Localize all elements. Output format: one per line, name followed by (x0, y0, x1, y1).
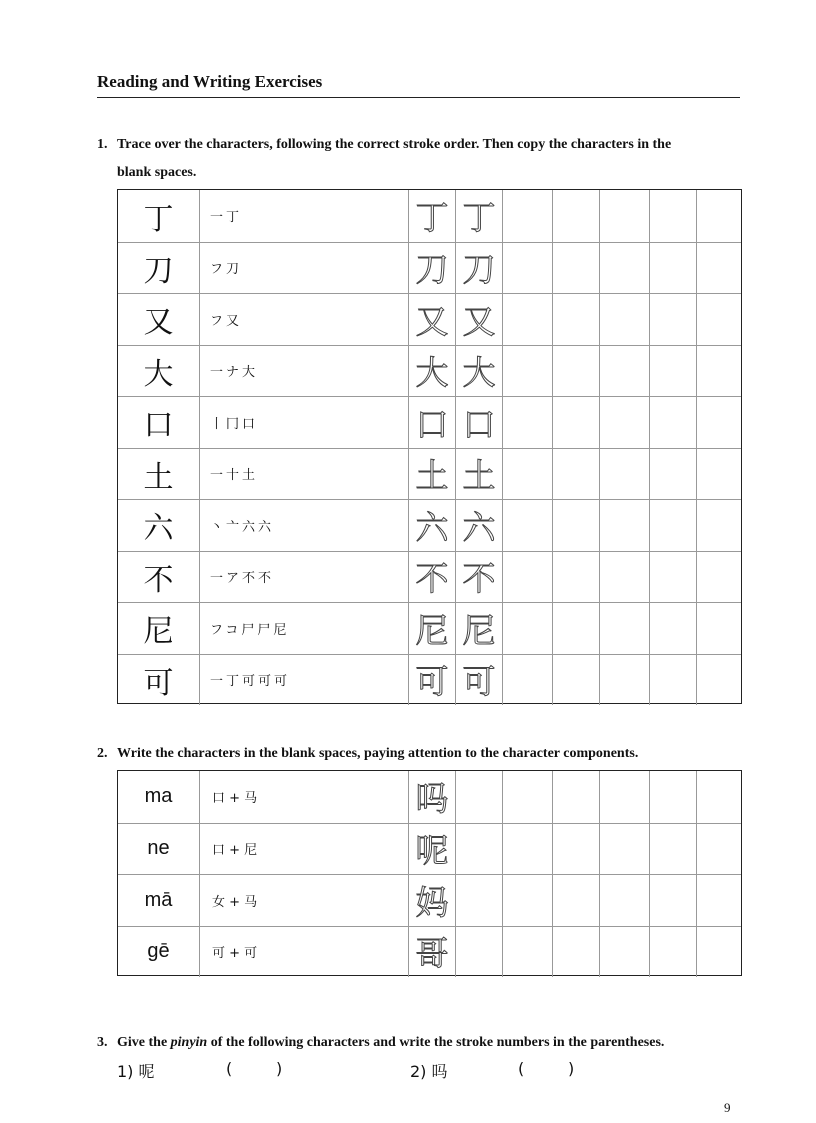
exercise-3-item-1-paren-open: ( (226, 1059, 233, 1078)
blank-writing-cell[interactable] (696, 449, 742, 500)
page-title: Reading and Writing Exercises (97, 72, 323, 91)
stroke-order-cell: 一ア不不 (199, 552, 408, 603)
exercise-2-instructions (97, 740, 638, 768)
blank-writing-cell[interactable] (552, 771, 599, 823)
blank-writing-cell[interactable] (552, 449, 599, 500)
table-row (118, 499, 741, 551)
blank-writing-cell[interactable] (599, 397, 649, 448)
table-row (118, 345, 741, 397)
components-cell: 可 + 可 (199, 927, 408, 978)
blank-writing-cell[interactable] (599, 500, 649, 551)
blank-writing-cell[interactable] (649, 655, 696, 706)
blank-writing-cell[interactable] (599, 449, 649, 500)
stroke-order-cell: フコ尸尸尼 (199, 603, 408, 654)
trace-cell[interactable]: 不 (408, 552, 455, 603)
blank-writing-cell[interactable] (502, 243, 552, 294)
blank-writing-cell[interactable] (552, 243, 599, 294)
stroke-order-cell: フ刀 (199, 243, 408, 294)
character-cell: 六 (143, 511, 174, 547)
stroke-order-cell: 一丁可可可 (199, 655, 408, 706)
blank-writing-cell[interactable] (599, 190, 649, 242)
exercise-3-text-after: of the following characters and write the stroke numbers in the parentheses. (207, 1035, 665, 1050)
blank-writing-cell[interactable] (696, 875, 742, 926)
stroke-order-cell: 丶亠六六 (199, 500, 408, 551)
blank-writing-cell[interactable] (649, 243, 696, 294)
trace-cell[interactable]: 土 (455, 449, 502, 500)
trace-cell[interactable]: 丁 (455, 190, 502, 242)
table-row (118, 396, 741, 448)
blank-writing-cell[interactable] (502, 927, 552, 978)
character-cell: 又 (143, 305, 174, 341)
table-row (118, 242, 741, 294)
blank-writing-cell[interactable] (599, 346, 649, 397)
trace-cell[interactable]: 六 (455, 500, 502, 551)
header-rule (97, 97, 740, 98)
blank-writing-cell[interactable] (552, 500, 599, 551)
trace-cell[interactable]: 尼 (455, 603, 502, 654)
character-cell: 刀 (143, 253, 174, 289)
blank-writing-cell[interactable] (502, 190, 552, 242)
blank-writing-cell[interactable] (599, 771, 649, 823)
trace-cell[interactable]: 呢 (408, 824, 455, 875)
blank-writing-cell[interactable] (502, 603, 552, 654)
blank-writing-cell[interactable] (696, 500, 742, 551)
exercise-3-item-2-paren-close: ) (568, 1059, 575, 1078)
blank-writing-cell[interactable] (502, 824, 552, 875)
character-cell: 不 (143, 562, 174, 598)
exercise-3-instructions (97, 1029, 664, 1057)
trace-cell[interactable]: 六 (408, 500, 455, 551)
trace-cell[interactable]: 刀 (408, 243, 455, 294)
trace-cell[interactable]: 丁 (408, 190, 455, 242)
trace-cell[interactable]: 可 (455, 655, 502, 706)
exercise-1-number: 1. (97, 137, 108, 152)
exercise-3-text-italic: pinyin (170, 1035, 208, 1050)
stroke-order-cell: 丨冂口 (199, 397, 408, 448)
blank-writing-cell[interactable] (696, 771, 742, 823)
blank-writing-cell[interactable] (455, 771, 502, 823)
exercise-3-item-2: 2) 吗 (410, 1062, 448, 1081)
character-cell: 大 (143, 356, 174, 392)
page-number: 9 (724, 1100, 731, 1115)
table-row (118, 654, 741, 706)
blank-writing-cell[interactable] (696, 655, 742, 706)
table-row (118, 874, 741, 926)
character-cell: 尼 (143, 614, 174, 650)
blank-writing-cell[interactable] (649, 397, 696, 448)
blank-writing-cell[interactable] (696, 552, 742, 603)
blank-writing-cell[interactable] (599, 927, 649, 978)
blank-writing-cell[interactable] (649, 603, 696, 654)
blank-writing-cell[interactable] (552, 346, 599, 397)
exercise-2-text: Write the characters in the blank spaces, paying attention to the character components. (117, 746, 639, 761)
blank-writing-cell[interactable] (502, 655, 552, 706)
pinyin-cell: ma (144, 785, 173, 808)
exercise-1-text-line1: Trace over the characters, following the correct stroke order. Then copy the characters in the (117, 137, 672, 152)
blank-writing-cell[interactable] (696, 824, 742, 875)
exercise-1-instructions (97, 131, 757, 187)
stroke-order-cell: 一丁 (199, 190, 408, 242)
components-cell: 口 + 马 (199, 771, 408, 823)
blank-writing-cell[interactable] (649, 927, 696, 978)
trace-cell[interactable]: 不 (455, 552, 502, 603)
table-row (118, 823, 741, 875)
exercise-3-item-1-paren-close: ) (276, 1059, 283, 1078)
blank-writing-cell[interactable] (552, 603, 599, 654)
blank-writing-cell[interactable] (599, 603, 649, 654)
table-row (118, 448, 741, 500)
trace-cell[interactable]: 刀 (455, 243, 502, 294)
blank-writing-cell[interactable] (552, 294, 599, 345)
blank-writing-cell[interactable] (696, 927, 742, 978)
trace-cell[interactable]: 又 (408, 294, 455, 345)
blank-writing-cell[interactable] (552, 824, 599, 875)
blank-writing-cell[interactable] (649, 449, 696, 500)
table-row (118, 926, 741, 978)
exercise-2-number: 2. (97, 746, 108, 761)
blank-writing-cell[interactable] (696, 294, 742, 345)
blank-writing-cell[interactable] (502, 771, 552, 823)
trace-cell[interactable]: 大 (455, 346, 502, 397)
trace-cell[interactable]: 尼 (408, 603, 455, 654)
character-cell: 可 (143, 665, 174, 701)
trace-cell[interactable]: 妈 (408, 875, 455, 926)
blank-writing-cell[interactable] (649, 190, 696, 242)
blank-writing-cell[interactable] (502, 449, 552, 500)
blank-writing-cell[interactable] (552, 552, 599, 603)
blank-writing-cell[interactable] (649, 346, 696, 397)
blank-writing-cell[interactable] (649, 771, 696, 823)
trace-cell[interactable]: 口 (455, 397, 502, 448)
blank-writing-cell[interactable] (552, 190, 599, 242)
blank-writing-cell[interactable] (599, 243, 649, 294)
trace-cell[interactable]: 又 (455, 294, 502, 345)
exercise-3-item-2-paren-open: ( (518, 1059, 525, 1078)
blank-writing-cell[interactable] (502, 294, 552, 345)
exercise-1-grid (117, 189, 742, 704)
trace-cell[interactable]: 可 (408, 655, 455, 706)
blank-writing-cell[interactable] (696, 346, 742, 397)
blank-writing-cell[interactable] (696, 397, 742, 448)
blank-writing-cell[interactable] (552, 875, 599, 926)
pinyin-cell: mā (144, 888, 173, 911)
character-cell: 口 (143, 408, 174, 444)
table-row (118, 293, 741, 345)
blank-writing-cell[interactable] (649, 552, 696, 603)
pinyin-cell: ne (147, 837, 170, 860)
blank-writing-cell[interactable] (502, 500, 552, 551)
trace-cell[interactable]: 大 (408, 346, 455, 397)
blank-writing-cell[interactable] (649, 875, 696, 926)
blank-writing-cell[interactable] (552, 655, 599, 706)
blank-writing-cell[interactable] (599, 655, 649, 706)
character-cell: 丁 (143, 201, 174, 237)
exercise-2-grid (117, 770, 742, 976)
exercise-3-item-1: 1) 呢 (117, 1062, 155, 1081)
blank-writing-cell[interactable] (649, 294, 696, 345)
blank-writing-cell[interactable] (599, 824, 649, 875)
table-row (118, 602, 741, 654)
blank-writing-cell[interactable] (696, 603, 742, 654)
blank-writing-cell[interactable] (649, 500, 696, 551)
character-cell: 土 (143, 459, 174, 495)
components-cell: 口 + 尼 (199, 824, 408, 875)
blank-writing-cell[interactable] (599, 294, 649, 345)
trace-cell[interactable]: 口 (408, 397, 455, 448)
table-row (118, 190, 741, 242)
stroke-order-cell: 一十土 (199, 449, 408, 500)
stroke-order-cell: 一ナ大 (199, 346, 408, 397)
blank-writing-cell[interactable] (502, 875, 552, 926)
exercise-1-text-line2: blank spaces. (117, 165, 197, 180)
components-cell: 女 + 马 (199, 875, 408, 926)
pinyin-cell: gē (147, 940, 170, 963)
blank-writing-cell[interactable] (696, 243, 742, 294)
stroke-order-cell: フ又 (199, 294, 408, 345)
blank-writing-cell[interactable] (696, 190, 742, 242)
blank-writing-cell[interactable] (552, 397, 599, 448)
blank-writing-cell[interactable] (455, 927, 502, 978)
blank-writing-cell[interactable] (455, 824, 502, 875)
blank-writing-cell[interactable] (502, 346, 552, 397)
trace-cell[interactable]: 吗 (408, 771, 455, 823)
blank-writing-cell[interactable] (599, 875, 649, 926)
blank-writing-cell[interactable] (649, 824, 696, 875)
blank-writing-cell[interactable] (502, 552, 552, 603)
trace-cell[interactable]: 土 (408, 449, 455, 500)
blank-writing-cell[interactable] (502, 397, 552, 448)
blank-writing-cell[interactable] (455, 875, 502, 926)
trace-cell[interactable]: 哥 (408, 927, 455, 978)
table-row (118, 551, 741, 603)
exercise-3-number: 3. (97, 1035, 108, 1050)
table-row (118, 771, 741, 823)
exercise-3-text-before: Give the (117, 1035, 171, 1050)
blank-writing-cell[interactable] (599, 552, 649, 603)
blank-writing-cell[interactable] (552, 927, 599, 978)
